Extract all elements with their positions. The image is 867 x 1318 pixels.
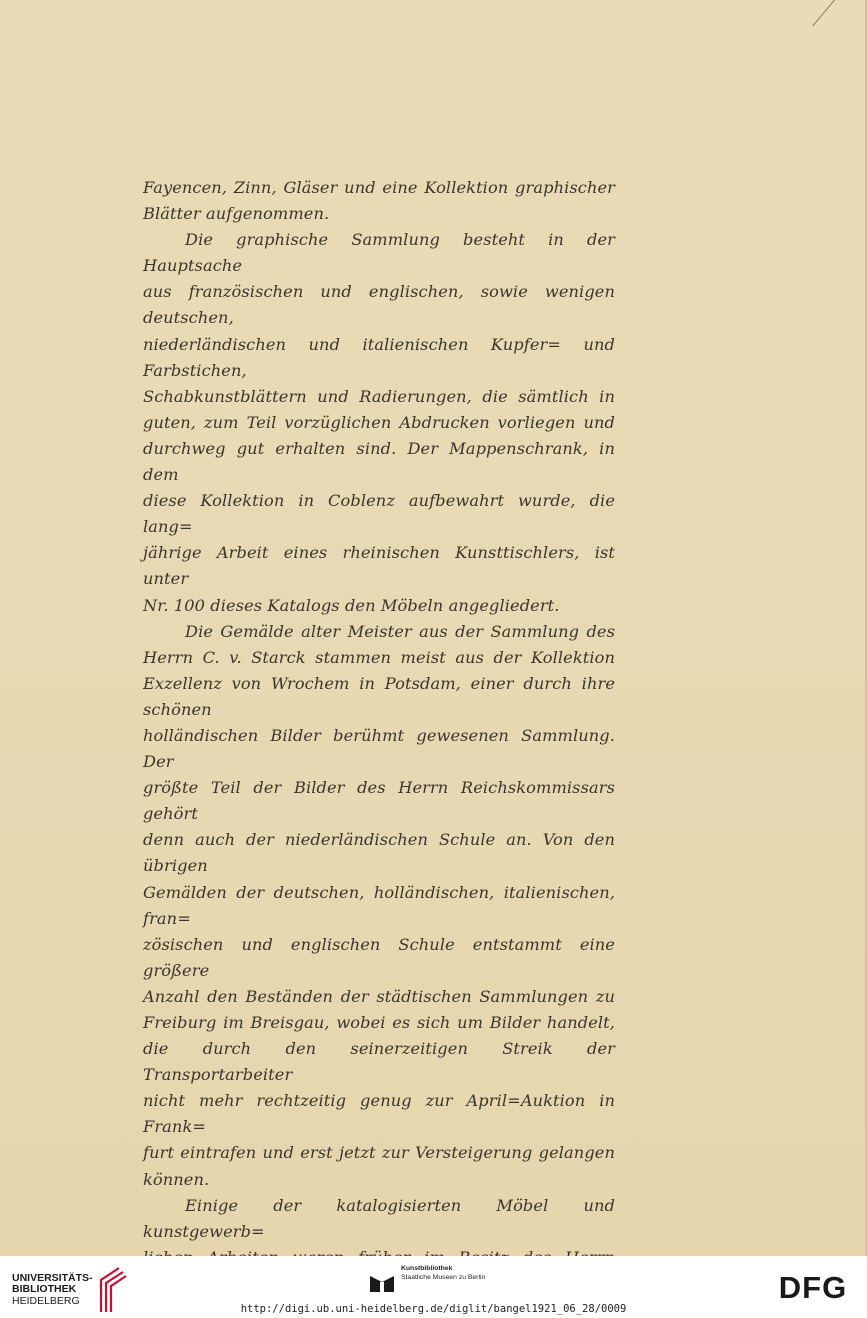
text-line xyxy=(143,410,615,436)
text-line-content: Schabkunstblättern und Radierungen, die sämtlich in xyxy=(143,386,615,406)
dfg-logo-icon[interactable] xyxy=(770,1272,856,1300)
text-line-content: denn auch der niederländischen Schule an. Von den übrigen xyxy=(143,830,615,876)
kunstbibliothek-name: Kunstbibliothek xyxy=(401,1265,453,1272)
kunstbibliothek-text xyxy=(401,1264,485,1282)
text-line-content: aus französischen und englischen, sowie wenigen deutschen, xyxy=(143,282,615,328)
text-line-content: niederländischen und italienischen Kupfer= und Farbstichen, xyxy=(143,334,615,380)
paragraph xyxy=(143,619,615,1193)
text-line xyxy=(143,593,615,619)
text-line xyxy=(143,201,615,227)
text-line xyxy=(143,1167,615,1193)
text-line xyxy=(143,723,615,775)
text-line xyxy=(143,227,615,279)
text-line xyxy=(143,488,615,540)
text-line-content: Freiburg im Breisgau, wobei es sich um Bilder handelt, xyxy=(143,1013,615,1032)
text-line-content: furt eintrafen und erst jetzt zur Versteigerung gelangen xyxy=(143,1143,615,1163)
kunstbibliothek-mark-icon xyxy=(370,1268,394,1292)
dfg-logo-text: DFG xyxy=(778,1272,848,1300)
university-line2: BIBLIOTHEK xyxy=(12,1283,77,1296)
document-body xyxy=(143,175,615,1297)
text-line-content: die durch den seinerzeitigen Streik der Transportarbeiter xyxy=(143,1039,615,1085)
text-line xyxy=(143,1088,615,1140)
text-line-content: diese Kollektion in Coblenz aufbewahrt wurde, die lang= xyxy=(143,491,615,537)
text-line xyxy=(143,827,615,879)
text-line xyxy=(143,1193,615,1245)
text-line-content: können. xyxy=(143,1169,210,1189)
text-line xyxy=(143,279,615,331)
kunstbibliothek-logo[interactable] xyxy=(370,1264,485,1292)
text-line xyxy=(143,175,615,201)
text-line-content: Fayencen, Zinn, Gläser und eine Kollektion graphischer xyxy=(143,178,615,197)
university-line1: UNIVERSITÄTS- xyxy=(12,1271,93,1284)
text-line-content: nicht mehr rechtzeitig genug zur April=Auktion in Frank= xyxy=(143,1091,615,1137)
page-corner-mark xyxy=(812,0,861,26)
text-line-content: Herrn C. v. Starck stammen meist aus der Kollektion xyxy=(143,647,615,667)
text-line xyxy=(143,932,615,984)
paragraph xyxy=(143,227,615,618)
text-line xyxy=(143,332,615,384)
text-line xyxy=(143,540,615,592)
text-line-content: guten, zum Teil vorzüglichen Abdrucken vorliegen und xyxy=(143,412,615,432)
text-line-content: Exzellenz von Wrochem in Potsdam, einer durch ihre schönen xyxy=(143,673,615,719)
text-line xyxy=(143,1036,615,1088)
text-line xyxy=(143,436,615,488)
text-line-content: Anzahl den Beständen der städtischen Sammlungen zu xyxy=(143,986,615,1006)
kunstbibliothek-subtitle: Staatliche Museen zu Berlin xyxy=(401,1274,486,1281)
text-line-content: zösischen und englischen Schule entstammt eine größere xyxy=(143,934,615,980)
text-line xyxy=(143,671,615,723)
source-url[interactable]: http://digi.ub.uni-heidelberg.de/diglit/bangel1921_06_28/0009 xyxy=(240,1303,627,1315)
text-line-content: Nr. 100 dieses Katalogs den Möbeln angegliedert. xyxy=(143,595,560,615)
text-line-content: durchweg gut erhalten sind. Der Mappenschrank, in dem xyxy=(143,438,615,485)
text-line xyxy=(143,645,615,671)
text-line-content: Einige der katalogisierten Möbel und kunstgewerb= xyxy=(143,1195,615,1241)
text-line xyxy=(143,984,615,1010)
text-line xyxy=(143,1010,615,1036)
text-line-content: holländischen Bilder berühmt gewesenen Sammlung. Der xyxy=(143,725,615,772)
text-line xyxy=(143,775,615,827)
text-line-content: Gemälden der deutschen, holländischen, italienischen, fran= xyxy=(143,882,615,928)
text-line xyxy=(143,619,615,645)
paragraph xyxy=(143,175,615,227)
text-line-content: jährige Arbeit eines rheinischen Kunsttischlers, ist unter xyxy=(143,543,615,589)
footer-bar xyxy=(0,1256,867,1318)
text-line-content: Die graphische Sammlung besteht in der Hauptsache xyxy=(143,230,615,276)
text-line-content: Die Gemälde alter Meister aus der Sammlung des xyxy=(185,621,615,641)
university-line3: HEIDELBERG xyxy=(12,1294,80,1307)
text-line xyxy=(143,1140,615,1166)
text-line-content: größte Teil der Bilder des Herrn Reichskommissars gehört xyxy=(143,778,615,824)
text-line xyxy=(143,880,615,932)
text-line-content: Blätter aufgenommen. xyxy=(143,204,330,224)
text-line xyxy=(143,384,615,410)
